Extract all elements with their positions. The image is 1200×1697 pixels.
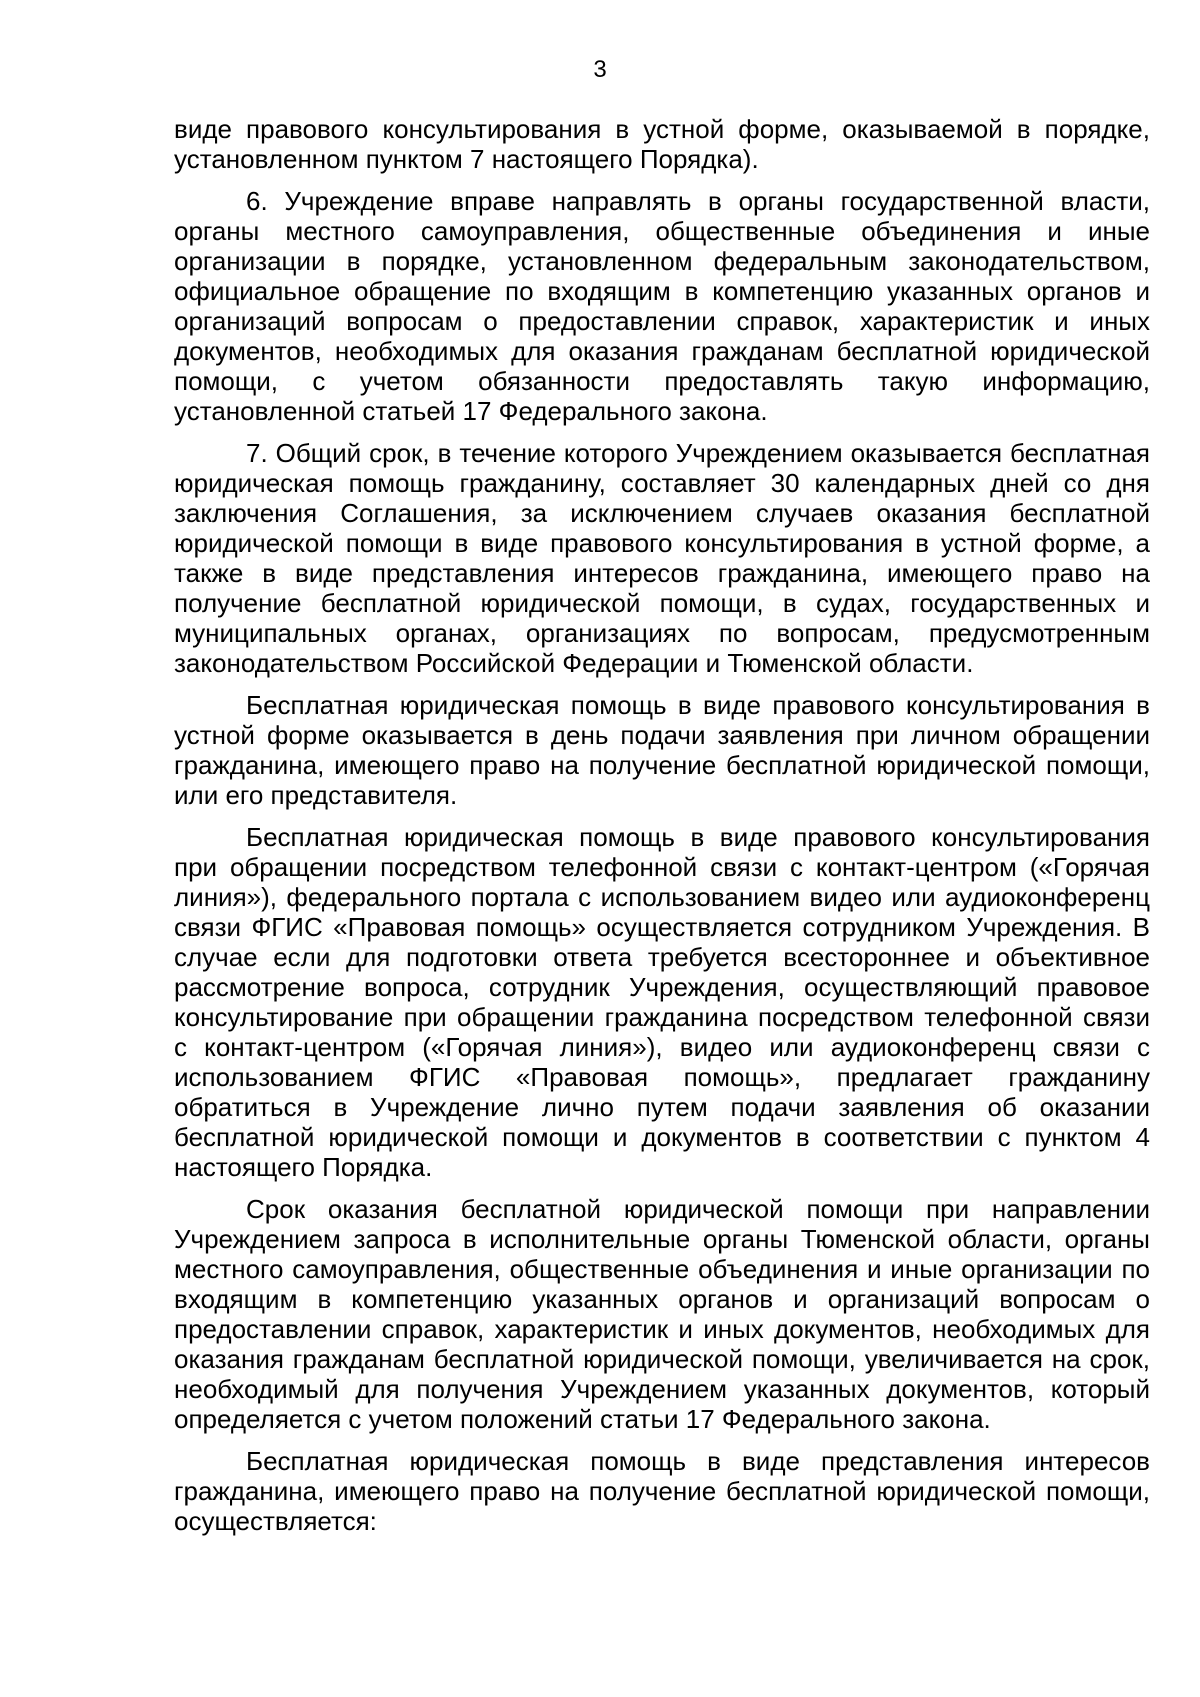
paragraph-item-6: 6. Учреждение вправе направлять в органы государственной власти, органы местного самоуправления, общественные объединения и иные организации в порядке, установленном федеральным законодательством, официальное обращение по входящим в компетенцию указанных органов и организаций вопросам о предоставлении справок, характеристик и иных документов, необходимых для оказания гражданам бесплатной юридической помощи, с учетом обязанности предоставлять такую информацию, установленной статьей 17 Федерального закона. [174,186,1150,426]
paragraph-term-extension: Срок оказания бесплатной юридической помощи при направлении Учреждением запроса в исполнительные органы Тюменской области, органы местного самоуправления, общественные объединения и иные организации по входящим в компетенцию указанных органов и организаций вопросам о предоставлении справок, характеристик и иных документов, необходимых для оказания гражданам бесплатной юридической помощи, увеличивается на срок, необходимый для получения Учреждением указанных документов, который определяется с учетом положений статьи 17 Федерального закона. [174,1194,1150,1434]
document-body [174,114,1150,1548]
paragraph-item-7: 7. Общий срок, в течение которого Учреждением оказывается бесплатная юридическая помощь гражданину, составляет 30 календарных дней со дня заключения Соглашения, за исключением случаев оказания бесплатной юридической помощи в виде правового консультирования в устной форме, а также в виде представления интересов гражданина, имеющего право на получение бесплатной юридической помощи, в судах, государственных и муниципальных органах, организациях по вопросам, предусмотренным законодательством Российской Федерации и Тюменской области. [174,438,1150,678]
page-number: 3 [593,56,607,83]
paragraph-representation: Бесплатная юридическая помощь в виде представления интересов гражданина, имеющего право на получение бесплатной юридической помощи, осуществляется: [174,1446,1150,1536]
paragraph-continuation: виде правового консультирования в устной форме, оказываемой в порядке, установленном пунктом 7 настоящего Порядка). [174,114,1150,174]
paragraph-oral-consultation: Бесплатная юридическая помощь в виде правового консультирования в устной форме оказывается в день подачи заявления при личном обращении гражданина, имеющего право на получение бесплатной юридической помощи, или его представителя. [174,690,1150,810]
paragraph-hotline-consultation: Бесплатная юридическая помощь в виде правового консультирования при обращении посредством телефонной связи с контакт-центром («Горячая линия»), федерального портала с использованием видео или аудиоконференц связи ФГИС «Правовая помощь» осуществляется сотрудником Учреждения. В случае если для подготовки ответа требуется всестороннее и объективное рассмотрение вопроса, сотрудник Учреждения, осуществляющий правовое консультирование при обращении гражданина посредством телефонной связи с контакт-центром («Горячая линия»), видео или аудиоконференц связи с использованием ФГИС «Правовая помощь», предлагает гражданину обратиться в Учреждение лично путем подачи заявления об оказании бесплатной юридической помощи и документов в соответствии с пунктом 4 настоящего Порядка. [174,822,1150,1182]
